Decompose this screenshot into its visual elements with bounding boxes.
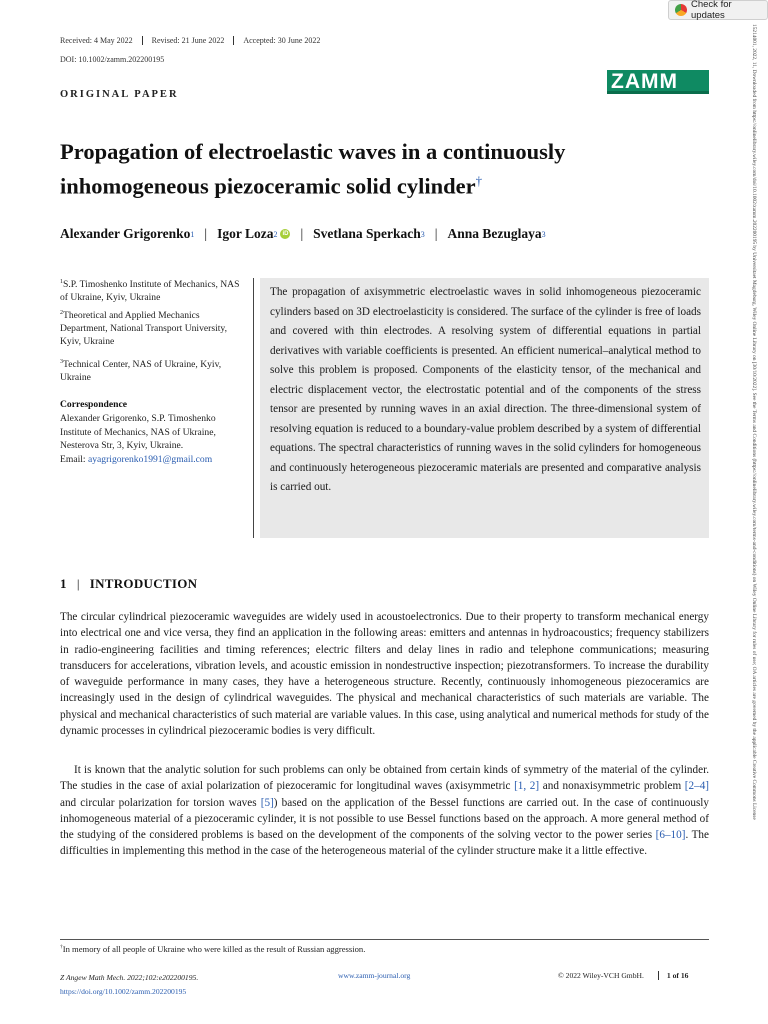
citation-link[interactable]: [2–4] [684,780,710,793]
revised-date: Revised: 21 June 2022 [143,36,235,45]
paper-title [60,137,700,201]
footnote-mark: † [60,944,63,951]
footnote [60,944,365,954]
author-name[interactable]: Anna Bezuglaya [447,226,542,241]
affiliation: $^2$Theoretical and Applied Mechanics Department, National Transport University, Kyiv, Ukraine [60,310,227,348]
crossmark-icon [675,4,687,16]
author-separator: | [434,226,438,241]
accepted-date: Accepted: 30 June 2022 [243,36,321,45]
copyright: © 2022 Wiley-VCH GmbH. [558,971,644,980]
received-date: Received: 4 May 2022 [60,36,143,45]
footnote-divider [60,939,709,940]
author-affiliation-mark[interactable]: 2 [273,229,278,239]
email-link[interactable]: ayagrigorenko1991@gmail.com [87,453,213,465]
title-line-2: inhomogeneous piezoceramic solid cylinder [60,173,476,199]
author-name[interactable]: Igor Loza [217,226,274,241]
footnote-text: In memory of all people of Ukraine who were killed as the result of Russian aggression. [62,944,366,954]
author-name[interactable]: Alexander Grigorenko [60,226,191,241]
correspondence-address: Alexander Grigorenko, S.P. Timoshenko Institute of Mechanics, NAS of Ukraine, Nesterova Str, 3, Kyiv, Ukraine. [60,413,216,451]
section-number: 1 [60,576,67,591]
author-affiliation-mark[interactable]: 1 [190,229,195,239]
correspondence-heading: Correspondence [60,399,127,410]
doi-link[interactable]: https://doi.org/10.1002/zamm.202200195 [60,987,187,996]
journal-logo: ZAMM [607,70,709,94]
correspondence-details [60,412,245,466]
title-dagger[interactable]: † [475,173,483,188]
section-heading [60,576,197,592]
heading-separator: | [76,576,80,591]
abstract-divider [253,278,254,538]
section-title: INTRODUCTION [89,576,198,591]
article-type: ORIGINAL PAPER [60,89,179,100]
journal-website-link[interactable]: www.zamm-journal.org [338,971,411,980]
orcid-icon[interactable]: iD [282,231,289,237]
author-name[interactable]: Svetlana Sperkach [313,226,421,241]
intro-paragraph-1: The circular cylindrical piezoceramic waveguides are widely used in acoustoelectronics. Due to their property to transform mechanical energy into electrical one and vice versa, they find an application in the following areas: emitters and antennas in hydroacoustics; frequency stabilizers in radio-engineering facilities and timing references; electric filters and delay lines in radio and telephone communications; measuring transducers for accelerations, vibration levels, and acoustic emission in nondestructive inspection; piezotransformers. To increase the durability of waveguide performance in many cases, they have a heterogeneous structure. Recently, continuously inhomogeneous piezoceramics are increasingly used in the design of cylindrical waveguides. The physical and mechanical characteristics of such materials are variable. The physical and mechanical characteristics of such material are variable values. In this case, using analytical and numerical methods for study of the dynamic processes in cylindrical piezoceramic bodies is very difficult. [60,611,709,738]
article-dates [60,36,329,45]
author-separator: | [300,226,304,241]
author-affiliation-mark[interactable]: 3 [420,229,425,239]
title-line-1: Propagation of electroelastic waves in a continuously [60,139,566,164]
affiliation: $^3$Technical Center, NAS of Ukraine, Kyiv, Ukraine [60,359,222,384]
author-list [60,226,546,242]
citation-link[interactable]: [5] [260,796,274,809]
citation-link[interactable]: [1, 2] [514,780,540,793]
journal-citation: Z Angew Math Mech. 2022;102:e202200195. [60,973,199,982]
check-for-updates-label: Check for updates [691,0,732,21]
page-number: 1 of 16 [658,971,689,980]
abstract: The propagation of axisymmetric electroelastic waves in solid inhomogeneous piezoceramic cylinders based on 3D electroelasticity is considered. The surface of the cylinder is free of loads and covered with thin electrodes. A resolving system of differential equations in partial derivatives with variable coefficients is presented. An efficient numerical–analytical method to solve this problem is proposed. Components of the elasticity tensor, of the mechanical and electric displacement vector, the electrostatic potential and of the components of the stress tensor are presented by running waves in an axial direction. The three-dimensional system of resolving equation is reduced to a boundary-value problem described by a system of differential equations. The spectral characteristics of running waves in the solid cylinders for homogeneous and continuously heterogeneous piezoceramic materials are presented and comparative analysis is carried out. [260,278,709,538]
intro-paragraph-2: It is known that the analytic solution for such problems can only be obtained from certain kinds of symmetry of the material of the cylinder. The studies in the case of axial polarization of piezoceramic for longitudinal waves (axisymmetric [1, 2] and nonaxisymmetric problem [2–4] and circular polarization for torsion waves [5]) based on the application of the Bessel functions are carried out. In the case of continuously inhomogeneous material of a piezoceramic cylinder, it is not possible to use Bessel functions based on the approach. A more general method of the studying of the considered problems is based on the development of the components of the solving vector to the power series [6–10]. The difficulties in implementing this method in the case of the heterogeneous material of the cylinder structure make it a little effective. [60,764,710,858]
footer-right [558,971,688,980]
doi: DOI: 10.1002/zamm.202200195 [60,55,165,64]
download-notice: 15214001, 2022, 11, Downloaded from https://onlinelibrary.wiley.com/doi/10.1002/zamm.202200195 by Universitaet Magdeburg, Wiley Online Library on [30/10/2022]. See the Terms and Conditions (https://onlinelibrary.wiley.com/terms-and-conditions) on Wiley Online Library for rules of use; OA articles are governed by the applicable Creative Commons License [751,24,757,820]
author-separator: | [204,226,208,241]
affiliation: $^1$S.P. Timoshenko Institute of Mechanics, NAS of Ukraine, Kyiv, Ukraine [60,279,240,304]
check-for-updates-button[interactable] [668,0,768,20]
email-label: Email: [60,453,86,465]
citation-link[interactable]: [6–10] [655,829,686,842]
footer-citation [60,971,198,999]
author-affiliation-mark[interactable]: 3 [541,229,546,239]
